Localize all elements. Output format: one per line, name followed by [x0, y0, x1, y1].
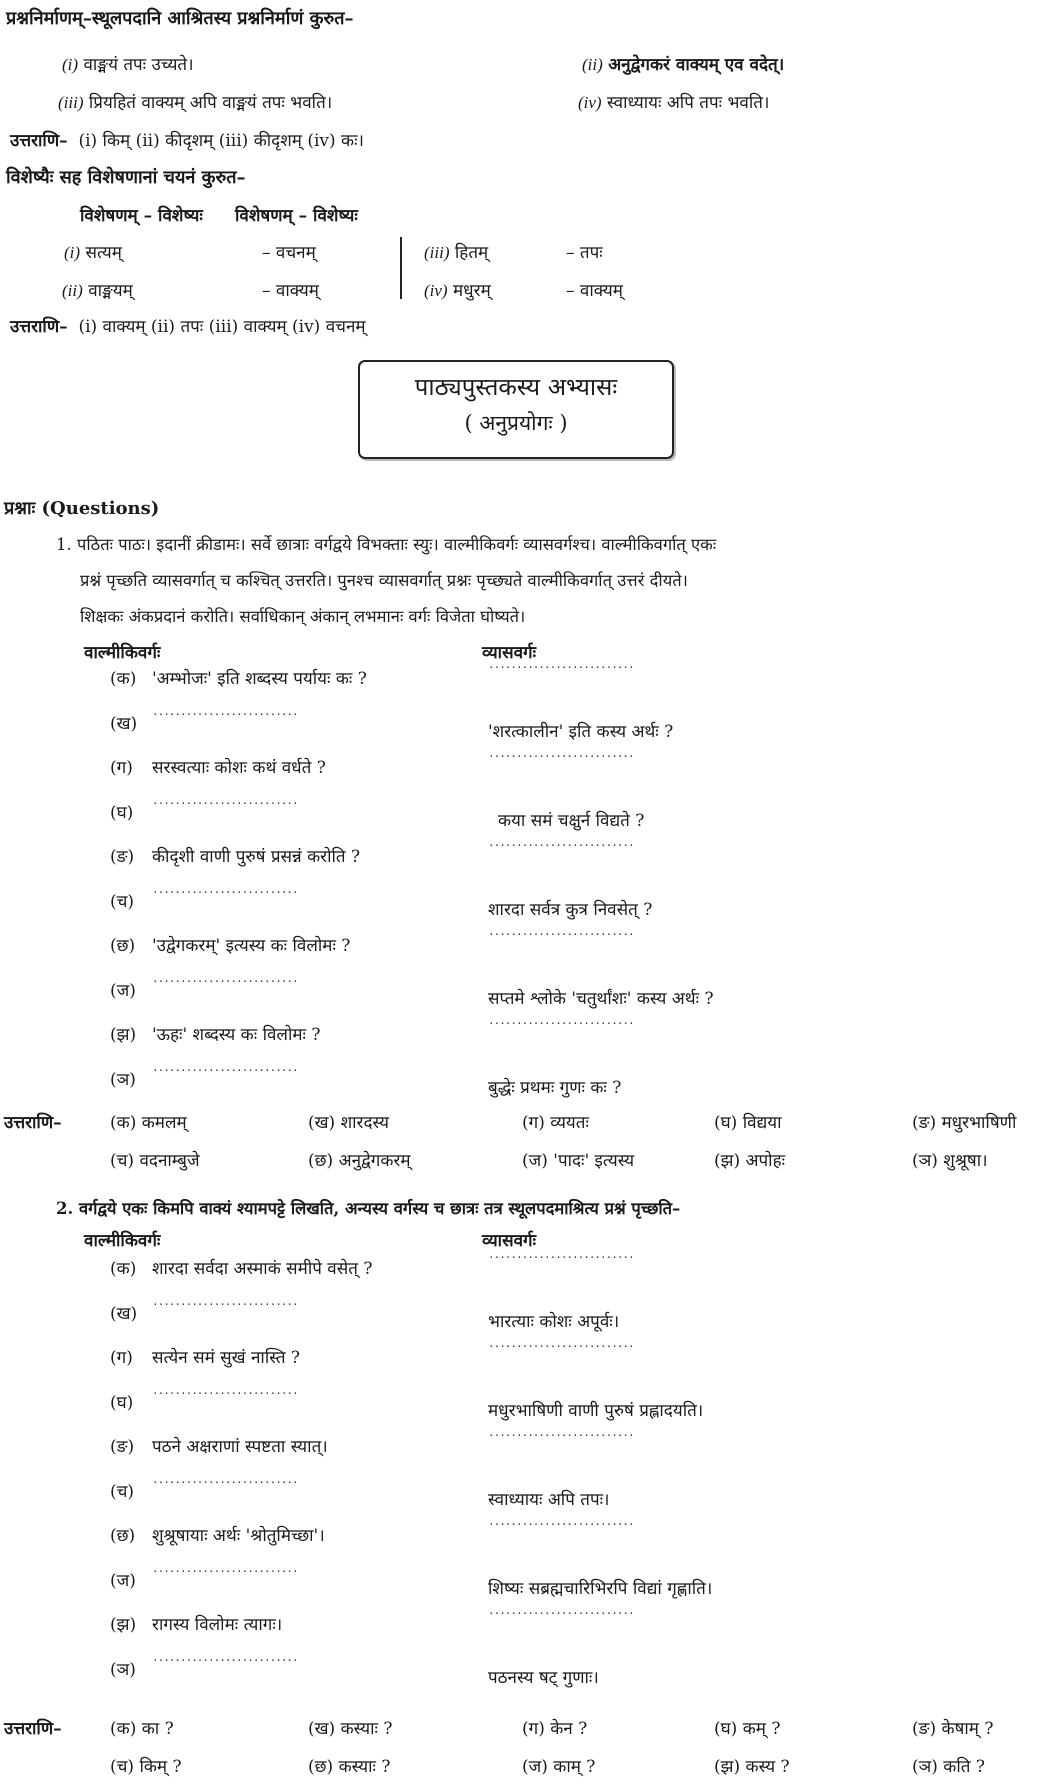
q1-right-header: व्यासवर्गः — [482, 643, 537, 663]
row-label: (छ) — [110, 1526, 136, 1546]
answer-item: (छ) कस्याः ? — [308, 1757, 391, 1777]
exercise-subtitle: ( अनुप्रयोगः ) — [464, 411, 568, 435]
answer-blank[interactable]: .......................... — [488, 838, 634, 850]
row-label: (क) — [110, 1259, 137, 1279]
q1-line-3: शिक्षकः अंकप्रदानं करोति। सर्वाधिकान् अंकान् लभमानः वर्गः विजेता घोष्यते। — [80, 607, 526, 626]
answer-item: (ङ) केषाम् ? — [912, 1719, 994, 1739]
question-text: स्वाध्यायः अपि तपः। — [488, 1489, 610, 1510]
answer-blank[interactable]: .......................... — [152, 1062, 298, 1075]
answer-blank[interactable]: .......................... — [152, 706, 298, 719]
question-text: सप्तमे श्लोके 'चतुर्थांशः' कस्य अर्थः ? — [488, 988, 714, 1009]
s2-answers: उत्तराणि– (i) वाक्यम् (ii) तपः (iii) वाक्यम् (iv) वचनम् — [10, 317, 366, 337]
s1-item-2: (ii) अनुद्वेगकरं वाक्यम् एव वदेत्। — [582, 55, 785, 75]
question-text: पठनस्य षट् गुणाः। — [488, 1667, 599, 1688]
question-text: शारदा सर्वदा अस्माकं समीपे वसेत् ? — [152, 1259, 373, 1279]
answer-item: (ङ) मधुरभाषिणी — [912, 1113, 1017, 1133]
q2-answers-label: उत्तराणि– — [4, 1719, 62, 1739]
answer-item: (ज) काम् ? — [522, 1757, 596, 1777]
answer-item: (ख) कस्याः ? — [308, 1719, 393, 1739]
question-text: सत्येन समं सुखं नास्ति ? — [152, 1348, 301, 1368]
answer-blank[interactable]: .......................... — [152, 973, 298, 986]
row-label: (घ) — [110, 802, 134, 823]
answer-blank[interactable]: .......................... — [152, 1385, 298, 1398]
q2-right-header: व्यासवर्गः — [482, 1231, 537, 1251]
question-text: रागस्य विलोमः त्यागः। — [152, 1615, 283, 1635]
row-label: (ञ) — [110, 1069, 136, 1090]
row-label: (ङ) — [110, 1437, 135, 1457]
question-text: शारदा सर्वत्र कुत्र निवसेत् ? — [488, 899, 653, 920]
row-label: (ग) — [110, 758, 133, 778]
answer-item: (क) का ? — [110, 1719, 174, 1739]
exercise-title: पाठ्यपुस्तकस्य अभ्यासः — [414, 373, 618, 401]
row-label: (च) — [110, 891, 135, 912]
s2-col-header-right: विशेषणम् – विशेष्यः — [235, 206, 358, 226]
row-label: (ज) — [110, 980, 136, 1001]
row-label: (छ) — [110, 936, 136, 956]
question-text: 'उद्वेगकरम्' इत्यस्य कः विलोमः ? — [152, 936, 351, 956]
answer-item: (झ) अपोहः — [714, 1151, 786, 1171]
answer-item: (ज) 'पादः' इत्यस्य — [522, 1151, 635, 1171]
answer-blank[interactable]: .......................... — [488, 1428, 634, 1440]
s2-left-row-2: (ii) वाङ्मयम् — [62, 281, 133, 301]
question-text: सरस्वत्याः कोशः कथं वर्धते ? — [152, 758, 326, 778]
question-text: शुश्रूषायाः अर्थः 'श्रोतुमिच्छा'। — [152, 1526, 325, 1546]
question-text: 'ऊहः' शब्दस्य कः विलोमः ? — [152, 1025, 321, 1045]
answer-blank[interactable]: .......................... — [152, 1296, 298, 1309]
answer-blank[interactable]: .......................... — [488, 1339, 634, 1351]
answer-item: (क) कमलम् — [110, 1113, 187, 1133]
s2-right-row-1-noun: – तपः — [566, 243, 603, 263]
row-label: (झ) — [110, 1615, 137, 1635]
row-label: (झ) — [110, 1025, 137, 1045]
row-label: (च) — [110, 1481, 135, 1502]
questions-heading: प्रश्नाः (Questions) — [4, 498, 160, 519]
section2-heading: विशेष्यैः सह विशेषणानां चयनं कुरुत– — [6, 167, 246, 188]
column-divider — [400, 237, 402, 299]
answer-blank[interactable]: .......................... — [488, 1250, 634, 1262]
row-label: (ज) — [110, 1570, 136, 1591]
answer-blank[interactable]: .......................... — [488, 1606, 634, 1618]
answer-item: (च) वदनाम्बुजे — [110, 1151, 200, 1171]
q1-line-1: 1. पठितः पाठः। इदानीं क्रीडामः। सर्वे छात्राः वर्गद्वये विभक्ताः स्युः। वाल्मीकिवर्गः व्यासवर्गश्च। वाल्मीकिवर्गात् एकः — [56, 535, 717, 554]
question-text: शिष्यः सब्रह्मचारिभिरपि विद्यां गृह्णाति। — [488, 1578, 713, 1599]
answer-blank[interactable]: .......................... — [152, 795, 298, 808]
answer-item: (ख) शारदस्य — [308, 1113, 389, 1133]
s1-item-1: (i) वाङ्मयं तपः उच्यते। — [62, 55, 194, 75]
answer-item: (ञ) शुश्रूषा। — [912, 1151, 988, 1171]
question-text: कीदृशी वाणी पुरुषं प्रसन्नं करोति ? — [152, 847, 361, 867]
answer-item: (ग) केन ? — [522, 1719, 588, 1739]
answer-blank[interactable]: .......................... — [488, 1016, 634, 1028]
row-label: (ख) — [110, 1303, 138, 1324]
question-text: पठने अक्षराणां स्पष्टता स्यात्। — [152, 1437, 328, 1457]
question-text: भारत्याः कोशः अपूर्वः। — [488, 1311, 620, 1332]
answer-blank[interactable]: .......................... — [152, 1563, 298, 1576]
s1-item-3: (iii) प्रियहितं वाक्यम् अपि वाङ्मयं तपः भवति। — [58, 93, 333, 113]
exercise-title-box — [358, 360, 674, 459]
question-text: बुद्धेः प्रथमः गुणः कः ? — [488, 1077, 622, 1098]
answer-blank[interactable]: .......................... — [488, 1517, 634, 1529]
answer-item: (छ) अनुद्वेगकरम् — [308, 1151, 411, 1171]
s2-col-header-left: विशेषणम् – विशेष्यः — [80, 206, 203, 226]
answer-blank[interactable]: .......................... — [152, 1474, 298, 1487]
row-label: (घ) — [110, 1392, 134, 1413]
answer-blank[interactable]: .......................... — [488, 749, 634, 761]
q2-left-header: वाल्मीकिवर्गः — [84, 1231, 161, 1251]
answer-item: (घ) कम् ? — [714, 1719, 781, 1739]
row-label: (ग) — [110, 1348, 133, 1368]
answer-item: (घ) विद्यया — [714, 1113, 782, 1133]
answer-blank[interactable]: .......................... — [152, 884, 298, 897]
s2-right-row-1: (iii) हितम् — [424, 243, 489, 263]
row-label: (क) — [110, 669, 137, 689]
row-label: (ङ) — [110, 847, 135, 867]
answer-blank[interactable]: .......................... — [488, 927, 634, 939]
answer-blank[interactable]: .......................... — [152, 1652, 298, 1665]
answer-item: (च) किम् ? — [110, 1757, 182, 1777]
q1-left-header: वाल्मीकिवर्गः — [84, 643, 161, 663]
question-text: कया समं चक्षुर्न विद्यते ? — [498, 810, 645, 831]
question-text: मधुरभाषिणी वाणी पुरुषं प्रह्लादयति। — [488, 1400, 704, 1421]
s1-item-4: (iv) स्वाध्यायः अपि तपः भवति। — [578, 93, 770, 113]
section1-heading: प्रश्ननिर्माणम्–स्थूलपदानि आश्रितस्य प्रश्ननिर्माणं कुरुत– — [6, 8, 354, 29]
answer-blank[interactable]: .......................... — [488, 660, 634, 672]
q1-answers-label: उत्तराणि– — [4, 1113, 62, 1133]
row-label: (ख) — [110, 713, 138, 734]
s2-left-row-2-noun: – वाक्यम् — [262, 281, 319, 301]
answer-item: (ञ) कति ? — [912, 1757, 985, 1777]
s2-right-row-2-noun: – वाक्यम् — [566, 281, 623, 301]
answer-item: (झ) कस्य ? — [714, 1757, 790, 1777]
answer-item: (ग) व्ययतः — [522, 1113, 589, 1133]
q1-line-2: प्रश्नं पृच्छति व्यासवर्गात् च कश्चित् उत्तरति। पुनश्च व्यासवर्गात् प्रश्नः पृच्छ्यते वाल्मीकिवर्गात् उत्तरं दीयते। — [80, 571, 688, 590]
question-text: 'अम्भोजः' इति शब्दस्य पर्यायः कः ? — [152, 669, 367, 689]
s1-answers: उत्तराणि– (i) किम् (ii) कीदृशम् (iii) कीदृशम् (iv) कः। — [10, 131, 364, 151]
s2-left-row-1: (i) सत्यम् — [64, 243, 122, 263]
question-text: 'शरत्कालीन' इति कस्य अर्थः ? — [488, 721, 674, 742]
row-label: (ञ) — [110, 1659, 136, 1680]
s2-right-row-2: (iv) मधुरम् — [424, 281, 491, 301]
q2-line: 2. वर्गद्वये एकः किमपि वाक्यं श्यामपट्टे लिखति, अन्यस्य वर्गस्य च छात्रः तत्र स्थूलपदमाश्रित्य प्रश्नं पृच्छति– — [56, 1199, 681, 1218]
s2-left-row-1-noun: – वचनम् — [262, 243, 316, 263]
